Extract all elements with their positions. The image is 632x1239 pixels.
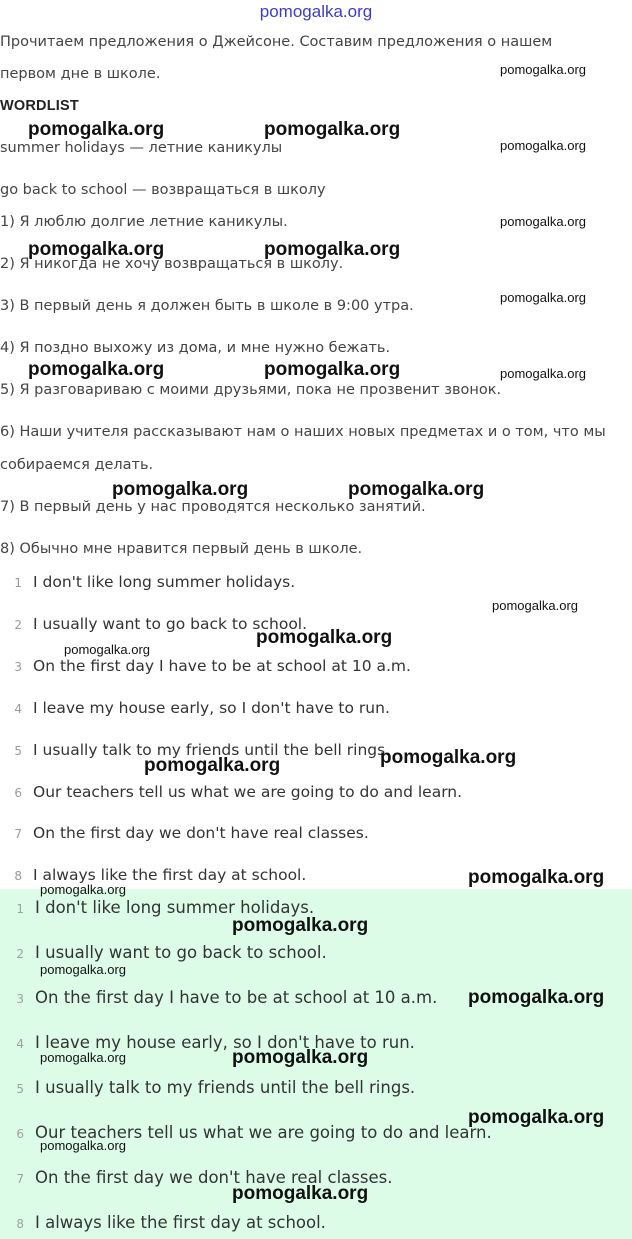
sentence-text: On the first day I have to be at school at 10 a.m.: [33, 657, 411, 675]
sentence-number: 8: [16, 1217, 24, 1231]
intro-line-2: первом дне в школе.: [0, 66, 161, 82]
answer-sentence: [0, 988, 437, 1007]
watermark: pomogalka.org: [256, 627, 393, 648]
sentence-text: On the first day we don't have real classes.: [33, 824, 369, 842]
answer-sentence: [0, 1078, 415, 1097]
watermark: pomogalka.org: [40, 1138, 126, 1153]
answer-sentence: [0, 1213, 326, 1232]
russian-sentence-3: 3) В первый день я должен быть в школе в 9:00 утра.: [0, 298, 414, 314]
english-sentence: [0, 698, 390, 717]
sentence-text: I don't like long summer holidays.: [35, 898, 315, 917]
sentence-number: 3: [16, 992, 24, 1006]
sentence-text: I leave my house early, so I don't have to run.: [33, 699, 390, 717]
watermark: pomogalka.org: [500, 290, 586, 305]
watermark: pomogalka.org: [264, 359, 401, 380]
sentence-text: I always like the first day at school.: [33, 866, 307, 884]
watermark: pomogalka.org: [28, 119, 165, 140]
english-sentence: [0, 823, 369, 842]
russian-sentence-2: 2) Я никогда не хочу возвращаться в школу.: [0, 256, 344, 272]
intro-line-1: Прочитаем предложения о Джейсоне. Составим предложения о нашем: [0, 34, 553, 50]
wordlist-item: summer holidays — летние каникулы: [0, 140, 283, 156]
sentence-text: I usually want to go back to school.: [35, 943, 327, 962]
watermark: pomogalka.org: [500, 62, 586, 77]
watermark: pomogalka.org: [492, 598, 578, 613]
russian-sentence-4: 4) Я поздно выхожу из дома, и мне нужно бежать.: [0, 340, 391, 356]
watermark: pomogalka.org: [264, 119, 401, 140]
sentence-number: 7: [16, 1172, 24, 1186]
sentence-number: 4: [16, 1037, 24, 1051]
wordlist-heading: WORDLIST: [0, 98, 79, 114]
answer-sentence: [0, 943, 327, 962]
sentence-number: 2: [16, 947, 24, 961]
sentence-number: 5: [16, 1082, 24, 1096]
site-title[interactable]: pomogalka.org: [259, 2, 373, 21]
watermark: pomogalka.org: [232, 915, 369, 936]
watermark: pomogalka.org: [112, 479, 249, 500]
sentence-number: 6: [16, 1127, 24, 1141]
watermark: pomogalka.org: [468, 1107, 605, 1128]
watermark: pomogalka.org: [468, 987, 605, 1008]
watermark: pomogalka.org: [348, 479, 485, 500]
sentence-text: Our teachers tell us what we are going to do and learn.: [33, 783, 463, 801]
watermark: pomogalka.org: [380, 747, 517, 768]
watermark: pomogalka.org: [28, 239, 165, 260]
watermark: pomogalka.org: [40, 1050, 126, 1065]
wordlist-item: go back to school — возвращаться в школу: [0, 182, 326, 198]
sentence-number: 5: [14, 744, 22, 758]
watermark: pomogalka.org: [64, 642, 150, 657]
russian-sentence-8: 8) Обычно мне нравится первый день в школе.: [0, 541, 363, 557]
watermark: pomogalka.org: [468, 867, 605, 888]
russian-sentence-5: 5) Я разговариваю с моими друзьями, пока не прозвенит звонок.: [0, 382, 502, 398]
watermark: pomogalka.org: [28, 359, 165, 380]
watermark: pomogalka.org: [500, 138, 586, 153]
watermark: pomogalka.org: [500, 366, 586, 381]
russian-sentence-7: 7) В первый день у нас проводятся несколько занятий.: [0, 499, 426, 515]
watermark: pomogalka.org: [232, 1183, 369, 1204]
sentence-text: Our teachers tell us what we are going to do and learn.: [35, 1123, 492, 1142]
sentence-number: 8: [14, 869, 22, 883]
sentence-text: I usually want to go back to school.: [33, 615, 308, 633]
sentence-text: I leave my house early, so I don't have to run.: [35, 1033, 415, 1052]
russian-sentence-1: 1) Я люблю долгие летние каникулы.: [0, 214, 288, 230]
watermark: pomogalka.org: [264, 239, 401, 260]
english-sentence: [0, 572, 295, 591]
english-sentence: [0, 782, 462, 801]
watermark: pomogalka.org: [40, 882, 126, 897]
sentence-number: 1: [14, 576, 22, 590]
watermark: pomogalka.org: [40, 962, 126, 977]
russian-sentence-6-cont: собираемся делать.: [0, 457, 154, 473]
russian-sentence-6: 6) Наши учителя рассказывают нам о наших новых предметах и о том, что мы: [0, 424, 606, 440]
sentence-number: 6: [14, 786, 22, 800]
sentence-number: 7: [14, 827, 22, 841]
sentence-text: On the first day I have to be at school at 10 a.m.: [35, 988, 438, 1007]
english-sentence: [0, 656, 411, 675]
sentence-text: I usually talk to my friends until the bell rings.: [33, 741, 391, 759]
sentence-text: I always like the first day at school.: [35, 1213, 326, 1232]
sentence-text: I don't like long summer holidays.: [33, 573, 296, 591]
watermark: pomogalka.org: [232, 1047, 369, 1068]
sentence-text: On the first day we don't have real classes.: [35, 1168, 393, 1187]
sentence-number: 4: [14, 702, 22, 716]
sentence-number: 2: [14, 618, 22, 632]
sentence-number: 1: [16, 902, 24, 916]
watermark: pomogalka.org: [144, 755, 281, 776]
watermark: pomogalka.org: [500, 214, 586, 229]
sentence-text: I usually talk to my friends until the bell rings.: [35, 1078, 416, 1097]
sentence-number: 3: [14, 660, 22, 674]
